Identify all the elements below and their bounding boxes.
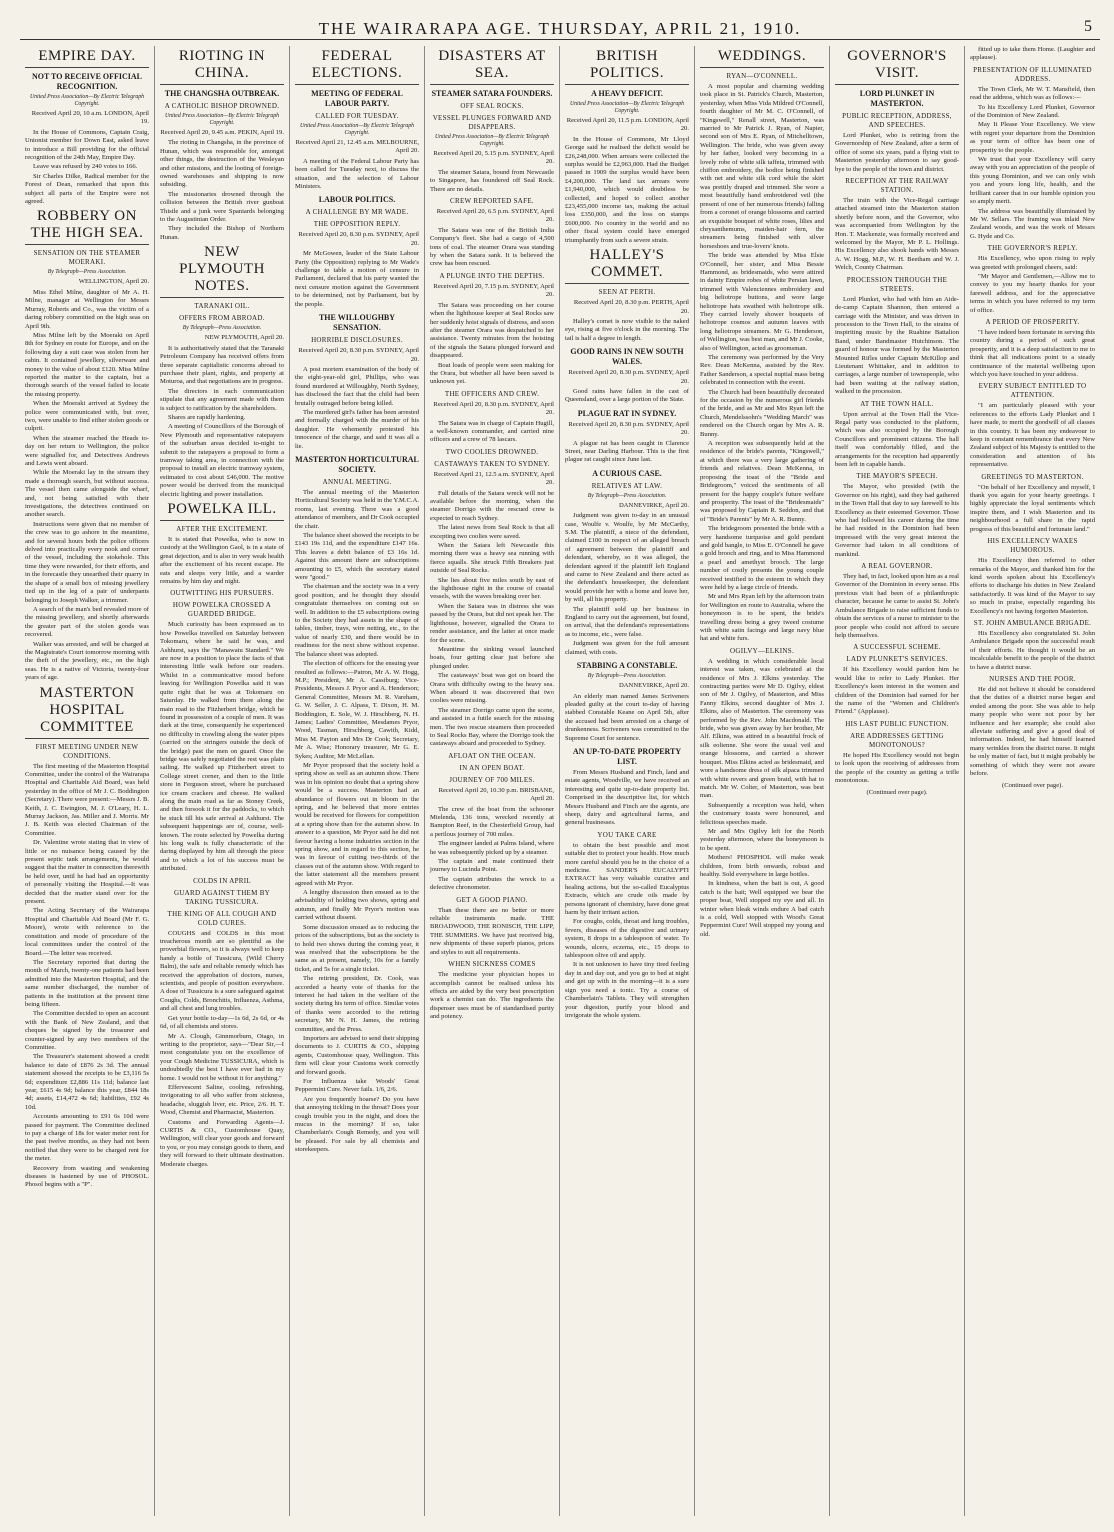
- paragraph: The missionaries drowned through the collision between the British river gunboat Thistle and a junk were Spaniards belonging to the Augustinian Order.: [160, 190, 284, 224]
- section-heading: LADY PLUNKET'S SERVICES.: [846, 655, 948, 664]
- section-heading: RECEPTION AT THE RAILWAY STATION.: [845, 177, 949, 195]
- paragraph: Boat loads of people were seen making for the Orara, but whether all have been saved is unknown yet.: [430, 361, 554, 386]
- section-heading: HORRIBLE DISCLOSURES.: [311, 336, 403, 345]
- paragraph: A post mortem examination of the body of the eight-year-old girl, Phillips, who was found murdered at Willoughby, North Sydney, has disclosed the fact that the child had been brutally outraged before being killed.: [295, 365, 419, 407]
- section-heading: FIRST MEETING UNDER NEW CONDITIONS.: [35, 742, 139, 760]
- paragraph: A search of the man's bed revealed more of the missing jewellery, and shortly afterwards the greater part of the stolen goods was recovered.: [25, 605, 149, 639]
- dateline: Received April 20, 8.30 p.m. SYDNEY, April 20.: [568, 420, 689, 437]
- section-heading: YOU TAKE CARE: [597, 830, 657, 839]
- paragraph: A meeting of the Federal Labour Party has been called for Tuesday next, to discuss the situation, and the selection of Labour Ministers.: [295, 157, 419, 191]
- paragraph: A meeting of Councillors of the Borough of New Plymouth and representative ratepayers of the suburban areas decided to-night to submit to the ratepayers a proposal to form a tramway taking area, in connection with the proposal to install an electric tramway system, estimated to cost about £46,000. The motive power would be derived from the municipal electric lighting and power installation.: [160, 423, 284, 498]
- section-heading: THE OPPOSITION REPLY.: [313, 220, 401, 229]
- subheadline: LABOUR POLITICS.: [318, 195, 396, 205]
- paragraph: We trust that your Excellency will carry away with you an appreciation of the people of this young Dominion, and we can only wish you and yours long life, health, and the brilliant career that in our humble opinion you so amply merit.: [970, 156, 1095, 206]
- section-heading: ARE ADDRESSES GETTING MONOTONOUS?: [850, 731, 944, 749]
- dateline: WELLINGTON, April 20.: [78, 278, 149, 286]
- paragraph: Full details of the Satara wreck will not be available before the morning, when the steamer Dorrigo with the rescued crew is expected to reach Sydney.: [430, 489, 554, 522]
- dateline: DANNEVIRKE, April 20.: [619, 501, 689, 509]
- headline: DISASTERS AT SEA.: [430, 48, 554, 85]
- headline: MASTERTON HOSPITAL COMMITTEE: [25, 685, 149, 739]
- wire-credit: By Telegraph—Press Association.: [587, 492, 667, 499]
- dateline: NEW PLYMOUTH, April 20.: [204, 334, 284, 342]
- paragraph: Instructions were given that no member of the crew was to go ashore in the meantime, and for several hours both the police officers delved into practically every nook and corner of the vessel, including the stokehole. This time they were rewarded, for their efforts, and in the forecastle they unearthed their quarry in the shape of a small box of missing jewellery tied up in the leg of a pair of underpants belonging to Joseph Walker, a trimmer.: [25, 520, 149, 604]
- paragraph: The bride was attended by Miss Elsie O'Connell, her sister, and Miss Bessie Hammond, as bridesmaids, who were attired in dainty Empire robes of white Persian lawn, trimmed with Valenciennes embroidery and big heliotrope buttons, and wore large heliotrope hats swathed with heliotrope silk. They carried lovely shower bouquets of heliotrope cosmos and autumn leaves with long heliotrope streamers. Mr G. Henderson, of Wellington, was best man, and Mr J. Cooke, also of Wellington, acted as groomsman.: [700, 252, 824, 352]
- paragraph: COUGHS and COLDS in this most treacherous month are so plentiful as the proverbial flowers, so it is always well to keep handy a bottle of Tussicura, (Wild Cherry Balm), the safe and reliable remedy which has received the approbation of doctors, nurses, scientists, and people of position everywhere. A dose of Tussicura is a sure safeguard against Coughs, Colds, Bronchitis, Influenza, Asthma, and all chest and lung troubles.: [160, 929, 284, 1013]
- paragraph: Judgment was given to-day in an unusual case, Woulfe v. Woulfe, by Mr McCarthy, S.M. The plaintiff, a niece of the defendant, claimed £100 in respect of an alleged breach of agreement between the plaintiff and defendant, whereby, so it was alleged, the defendant agreed if the plaintiff left England and came to New Zealand and there acted as the defendant's housekeeper, the defendant would provide her with a home and leave her, by will, all his property.: [565, 512, 689, 604]
- paragraph: Accounts amounting to £91 6s 10d were passed for payment. The Committee declined to pay a charge of 18s for water meter rent for the past twelve months, as they had not been notified that they were to be charged rent for the meter.: [25, 1113, 149, 1163]
- subheadline: STABBING A CONSTABLE.: [576, 661, 678, 671]
- section-heading: OFFERS FROM ABROAD.: [179, 314, 265, 323]
- dateline: Received April 20, 11.5 p.m. LONDON, April 20.: [566, 117, 689, 133]
- section-heading: ANNUAL MEETING.: [322, 477, 392, 486]
- paragraph: The balance sheet showed the receipts to be £143 19s 11d, and the expenditure £147 16s. This leaves a debit balance of £3 16s 1d. Against this amount there are subscriptions amounting to £5, which the secretary stated were "good.": [295, 532, 419, 582]
- paragraph: The Church had been beautifully decorated for the occasion by the numerous girl friends of the bride, and as Mr and Mrs Ryan left the Church, Mendelssohn's "Wedding March" was rendered on the Church organ by Mrs A. R. Bunny.: [700, 388, 824, 438]
- section-heading: THE KING OF ALL COUGH AND COLD CURES.: [167, 909, 277, 927]
- headline: NEW PLYMOUTH NOTES.: [160, 244, 284, 298]
- paragraph: The Town Clerk, Mr W. T. Mansfield, then read the address, which was as follows:—: [970, 85, 1095, 102]
- section-heading: AFTER THE EXCITEMENT.: [176, 525, 268, 533]
- paragraph: Lord Plunket, who is retiring from the Governorship of New Zealand, after a term of office of some six years, paid a flying visit to Masterton yesterday afternoon to say good-bye to the people of the town and district.: [835, 132, 959, 173]
- headline: GOVERNOR'S VISIT.: [835, 48, 959, 85]
- section-heading: THE MAYOR'S SPEECH.: [856, 472, 938, 481]
- subheadline: PLAGUE RAT IN SYDNEY.: [577, 408, 677, 418]
- section-heading: OGILVY—ELKINS.: [729, 646, 795, 655]
- subheadline: A HEAVY DEFICIT.: [591, 89, 663, 98]
- paragraph: His Excellency also congratulated St. John Ambulance Brigade upon the successful result of their efforts. He thought it would be an incalculable benefit to the people of the district to have a district nurse.: [970, 629, 1095, 671]
- dateline: Received April 20, 7.15 p.m. SYDNEY, April 20.: [433, 282, 554, 299]
- dateline: Received April 20, 6.5 p.m. SYDNEY, April 20.: [436, 208, 554, 224]
- paragraph: The Treasurer's statement showed a credit balance to date of £876 2s 3d. The annual statement showed the receipts to be £3,116 5s 6d; expenditure £2,886 11s 11d; balance last year, £615 4s 9d; balance this year, £844 18s 4d; assets, £14,472 4s 6d; liabilities, £92 4s 10d.: [25, 1053, 149, 1111]
- paragraph: Miss Milne left by the Moeraki on April 8th for Sydney en route for Europe, and on the following day a suit case was stolen from her cabin. It contained jewellery, silverware and money to the value of about £120. Miss Milne reported the matter to the captain, but a thorough search of the vessel failed to locate the missing property.: [25, 331, 149, 398]
- section-heading: GET A GOOD PIANO.: [456, 895, 528, 904]
- section-heading: EVERY SUBJECT ENTITLED TO ATTENTION.: [978, 382, 1087, 400]
- dateline: DANNEVIRKE, April 20.: [619, 682, 689, 690]
- paragraph: The murdered girl's father has been arrested and formally charged with the murder of his daughter. He vehemently protested his innocence of the charge, and said it was all a lie.: [295, 408, 419, 450]
- paragraph: It is not unknown to have tiny tired feeling day in and day out, and you go to bed at night and get up with in the morning—it is a sure sign you need a tonic. Try a course of Chamberlain's Tablets. They will strengthen your digestion, purify your blood and invigorate the whole system.: [565, 961, 689, 1019]
- paragraph: An elderly man named James Scriveners pleaded guilty at the court to-day of having stabbed Constable Keane on April 5th, after the accused had been arrested on a charge of drunkenness. Scriveners was committed to the Supreme Court for sentence.: [565, 692, 689, 742]
- section-heading: RELATIVES AT LAW.: [591, 481, 663, 490]
- headline: FEDERAL ELECTIONS.: [295, 48, 419, 85]
- paragraph: The election of officers for the ensuing year resulted as follows:—Patron, Mr A. W. Hogg, M.P.; President, Mr A. Cassiburg; Vice-Presidents, Messrs J. Pryor and A. Henderson; General Committee, Messrs M. R. Vareham, G. W. Seller, J. C. Alpass, T. Dixon, H. M. Boddington, E. Sole, W. J. Hirschberg, N. H. James; Ladies' Committee, Mesdames Pryor, Wood, Tasman, Hirschberg, Cawith, Kidd, Miss M. Payton and Mrs Dr Cook; Secretary, Mr A. Wise; Honorary treasurer, Mr G. E. Sykes; Auditor, Mr McLellan.: [295, 660, 419, 760]
- column-4: [425, 46, 560, 1516]
- paragraph: The castaways' boat was got on board the Orara with difficulty owing to the heavy sea. When aboard it was discovered that two coolies were missing.: [430, 672, 554, 705]
- paragraph: Mr and Mrs Ryan left by the afternoon train for Wellington en route to Australia, where the honeymoon is to be spent, the bride's travelling dress being a grey tweed costume with white satin facings and large navy blue hat and white furs.: [700, 593, 824, 643]
- paragraph: For Influenza take Woods' Great Peppermint Cure. Never fails. 1/6, 2/6.: [295, 1078, 419, 1094]
- paragraph: When the steamer reached the Heads to-day on her return to Wellington, the police were signalled for, and Detectives Andrews and Lewis went aboard.: [25, 434, 149, 467]
- section-heading: A PLUNGE INTO THE DEPTHS.: [439, 271, 545, 280]
- paragraph: If his Excellency would pardon him he would like to refer to Lady Plunket. Her Excellency's keen interest in the women and children of the Dominion had earned for her the name of the "Women and Children's Friend." (Applause).: [835, 666, 959, 716]
- paragraph: Subsequently a reception was held, when the customary toasts were honoured, and felicitous speeches made.: [700, 801, 824, 826]
- paragraph: In kindness, when the bait is out, A good catch is the bait; Well equipped we bear the proper boat, Well stopped my eye and all. In winter when bleak winds endure A bad catch is a cold, Well stopped with Wood's Great Peppermint Cure! Well stopped my young and old.: [700, 880, 824, 938]
- paragraph: When the Moeraki arrived at Sydney the police were communicated with, but over, two, were unable to find either stolen goods or culprit.: [25, 400, 149, 433]
- paragraph: The train with the Vice-Regal carriage attached steamed into the Masterton station shortly before noon, and the Governor, who was accompanied from Wellington by the Hon. T. Mackenzie, was formally received and welcomed by the Mayor, Mr P. L. Hollings. His Excellency also shook hands with Messrs A. W. Hogg, M.P., W. H. Beetham and W. J. Welch, County Chairman.: [835, 197, 959, 272]
- paragraph: Halley's comet is now visible to the naked eye, rising at five o'clock in the morning. The tail is half a degree in length.: [565, 317, 689, 342]
- section-heading: NURSES AND THE POOR.: [989, 674, 1076, 683]
- headline: POWELKA ILL.: [160, 501, 284, 521]
- wire-credit: By Telegraph—Press Association.: [587, 673, 667, 680]
- section-heading: VESSEL PLUNGES FORWARD AND DISAPPEARS.: [432, 114, 552, 131]
- paragraph: The ceremony was performed by the Very Rev. Dean McKenna, assisted by the Rev. Father Sanderson, a special nuptial mass being celebrated in connection with the event.: [700, 354, 824, 387]
- paragraph: fitted up to take them Home. (Laughter and applause).: [970, 46, 1095, 62]
- paragraph: The Satara was one of the British India Company's fleet. She had a cargo of 4,500 tons of coal. The steamer Orara was standing by when the Satara sank. It is believed the crew has been rescued.: [430, 226, 554, 268]
- paragraph: Mr McGowen, leader of the State Labour Party (the Opposition) replying to Mr Wade's challenge to table a motion of censure in Parliament, declared that his party wanted the next censure motion against the Government to be determined, not by Parliament, but by the people.: [295, 250, 419, 308]
- wire-credit: United Press Association—By Electric Telegraph Copyright.: [164, 113, 280, 126]
- dateline: Received April 21, 12.45 a.m. MELBOURNE, April 20.: [295, 139, 419, 155]
- paragraph: Than these there are no better or more reliable instruments made. THE BROADWOOD, THE RONISCH, THE LIPP, THE SUMMERS. We have just received big, new shipments of these superb pianos, prices and styles to suit all requirements.: [430, 906, 554, 956]
- newspaper-title: THE WAIRARAPA AGE. THURSDAY, APRIL 21, 1910.: [318, 18, 802, 38]
- section-heading: A CATHOLIC BISHOP DROWNED.: [164, 102, 280, 110]
- paragraph: The captain and mate continued their journey to Lucinda Point.: [430, 858, 554, 874]
- headline: HALLEY'S COMMET.: [565, 247, 689, 284]
- dateline: Received April 20, 8.30 p.m. SYDNEY, April 20.: [568, 369, 689, 385]
- paragraph: Dr. Valentine wrote stating that in view of little or no nuisance being caused by the present septic tank arrangements, he would suggest that the matter in connection therewith be held over, until he had had an opportunity of personally visiting the Hospital.—It was decided that the matter stand over for the present.: [25, 839, 149, 906]
- headline: WEDDINGS.: [700, 48, 824, 68]
- paragraph: Are you frequently hoarse? Do you have that annoying tickling in the throat? Does your cough trouble you in the night, and does the mucus in the morning? If so, take Chamberlain's Cough Remedy, and you will be pleased. For sale by all chemists and storekeepers.: [295, 1095, 419, 1154]
- dateline: Received April 20, 10 a.m. LONDON, April 19.: [31, 110, 149, 126]
- column-1: [20, 46, 155, 1516]
- paragraph: It is stated that Powelka, who is now in custody at the Wellington Gaol, is in a state of great dejection, and is also in very weak health after the excitement of his recent escape. He eats and sleeps very little, and a warder remains by him day and night.: [160, 536, 284, 586]
- subheadline: MASTERTON HORTICULTURAL SOCIETY.: [295, 454, 419, 474]
- paragraph: Miss Ethel Milne, daughter of Mr A. H. Milne, manager at Wellington for Messrs Murray, Roberts and Co., was the victim of a daring robbery committed on the high seas on April 9th.: [25, 288, 149, 330]
- paragraph: The rioting in Changsha, in the province of Hunan, which was responsible for, amongst other things, the destruction of the Wesleyan and other missions, and the looting of foreign-owned warehouses and shipping is now subsiding.: [160, 139, 284, 189]
- section-heading: CASTAWAYS TAKEN TO SYDNEY.: [434, 459, 550, 468]
- paragraph: The latest news from Seal Rock is that all excepting two coolies were saved.: [430, 524, 554, 540]
- section-heading: AT THE TOWN HALL.: [860, 399, 934, 408]
- paragraph: The crew of the boat from the schooner Mielenda, 136 tons, wrecked recently at Bampton Reef, in the Chesterfield Group, had a perilous journey of 700 miles.: [430, 805, 554, 838]
- section-heading: COLDS IN APRIL: [193, 876, 251, 885]
- dateline: Received April 20, 5.15 p.m. SYDNEY, April 20.: [433, 150, 554, 166]
- paragraph: Some discussion ensued as to reducing the prices of the subscriptions, but as the society is to hold two shows during the coming year, it was resolved that the subscriptions be the same as at present, namely, 10s for a family ticket, and 5s for a single ticket.: [295, 923, 419, 973]
- paragraph: "I am particularly pleased with your references to the efforts Lady Plunket and I have made, to merit the goodwill of all classes in this country. It has been my endeavour to keep in constant remembrance that every New Zealand subject of his Majesty is entitled to the consideration and attention of his representative.: [970, 402, 1095, 469]
- paragraph: The Committee decided to open an account with the Bank of New Zealand, and that cheques be signed by the treasurer and counter-signed by any two members of the Committee.: [25, 1010, 149, 1051]
- paragraph: In the House of Commons, Mr Lloyd George said he realised the deficit would be £26,248,000. When arrears were collected the surplus would be £2,963,000. Had the Budget passed in 1909 the surplus would have been £4,200,000. The land tax arrears were £1,940,000, which would doubtless be collected, and hoped to collect another £23,455,000 income tax, making the actual loss £350,000, and the loss on stamps £600,000. No country in the world and no other fiscal system could have emerged triumphantly from such a severe strain.: [565, 135, 689, 244]
- section-heading: A PERIOD OF PROSPERITY.: [985, 317, 1080, 326]
- paragraph: The Satara was proceeding on her course when the lighthouse keeper at Seal Rocks saw her suddenly hoist signals of distress, and soon after the steamer Orara was despatched to her assistance. Twenty minutes from the hoisting of the signals the Satara plunged forward and disappeared.: [430, 301, 554, 360]
- paragraph: The first meeting of the Masterton Hospital Committee, under the control of the Wairarapa Hospital and Charitable Aid Board, was held yesterday in the office of Mr J. C. Boddington (Secretary). There were present:—Messrs J. B. Keith, J. C. Ewington, M. J. O'Leary, H. L. Murray Jackson, Jas. Miller and J. Morris. Mr J. B. Keith was elected Chairman of the Committee.: [25, 762, 149, 837]
- paragraph: He hoped His Excellency would not begin to look upon the receiving of addresses from the people of the country as getting a trifle monotonous.: [835, 751, 959, 784]
- section-heading: AFLOAT ON THE OCEAN.: [448, 751, 536, 760]
- section-heading: A REAL GOVERNOR.: [861, 562, 933, 571]
- headline: BRITISH POLITICS.: [565, 48, 689, 85]
- paragraph: She lies about five miles south by east of the lighthouse right in the course of coastal vessels, with the waves breaking over her.: [430, 576, 554, 601]
- paragraph: Mr and Mrs Ogilvy left for the North yesterday afternoon, where the honeymoon is to be spent.: [700, 827, 824, 852]
- section-heading: SENSATION ON THE STEAMER MOERAKI.: [33, 249, 141, 267]
- paragraph: "Mr Mayor and Gentlemen,—Allow me to convey to you my hearty thanks for your farewell address, and for the appreciative terms in which you have referred to my term of office.: [970, 272, 1095, 314]
- paragraph: A most popular and charming wedding took place in St. Patrick's Church, Masterton, yesterday, when Miss Vida Mildred O'Connell, fourth daughter of Mr M. C. O'Connell, of "Kingswell," Renall street, Masterton, was married to Mr Patrick J. Ryan, of Napier, second son of Mrs E. Ryan, of Mitchelltown, Wellington. The bride, who was given away by her father, looked very becoming in a lovely robe of white silk taffeta, trimmed with chiffon embroidery, the bodice being finished with net and white silk cord while the skirt was prettily draped and trimmed. She wore a most beautifully hand embroidered veil (the present of one of her numerous friends) falling from a coronet of orange blossoms and carried an exquisite bouquet of white roses, lilies and chrysanthemums, maiden-hair fern, the streamers being finished with silver horseshoes and true-lovers' knots.: [700, 83, 824, 250]
- article-columns: [20, 46, 1100, 1516]
- paragraph: The Acting Secretary of the Wairarapa Hospital and Charitable Aid Board (Mr F. G. Moore), wrote with reference to the constitution and mode of procedure of the local committees under the control of the Board.—The letter was received.: [25, 907, 149, 957]
- paragraph: The captain attributes the wreck to a defective chronometer.: [430, 875, 554, 892]
- subheadline: NOT TO RECEIVE OFFICIAL RECOGNITION.: [31, 72, 143, 91]
- section-heading: A CHALLENGE BY MR WADE.: [305, 208, 409, 217]
- subheadline: LORD PLUNKET IN MASTERTON.: [859, 89, 935, 108]
- column-6: [695, 46, 830, 1516]
- paragraph: It is authoritatively stated that the Taranaki Petroleum Company has received offers from three separate capitalistic concerns abroad to purchase their plant, rights, and property at Moturoa, and that negotiations are in progress.: [160, 344, 284, 386]
- section-heading: OFF SEAL ROCKS.: [460, 102, 524, 110]
- paragraph: to obtain the best possible and most suitable diet to protect your health. How much more careful should you be in the choice of a medicine. SANDER'S EUCALYPTI EXTRACT has very valuable curative and healing actions, but the so-called Eucalyptus Extracts, which are crude oils made by persons ignorant of chemistry, have done great harm by their irritant action.: [565, 841, 689, 917]
- paragraph: A plague rat has been caught in Clarence Street, near Darling Harbour. This is the first plague rat caught since June last.: [565, 439, 689, 464]
- paragraph: The engineer landed at Palms Island, where he was subsequently picked up by a steamer.: [430, 840, 554, 856]
- section-heading: GUARD AGAINST THEM BY TAKING TUSSICURA.: [173, 888, 271, 906]
- dateline: Received April 20, 8.30 p.m. SYDNEY, April 20.: [298, 347, 419, 363]
- paragraph: Mr Pryor proposed that the society hold a spring show as well as an autumn show. There was in his opinion no doubt that a spring show would be a success. Masterton had an abundance of flowers out in bloom in the spring, and he believed that more entries would be received for flowers for competition at a spring show than for the autumn show. In answer to a question, Mr Pryor said he did not favour having a home industries section in the spring show, and in regard to this section, he was in favour of cutting two-thirds of the classes out of the autumn show. With regard to the latter statement all the members present agreed with Mr Pryor.: [295, 761, 419, 887]
- subheadline: MEETING OF FEDERAL LABOUR PARTY.: [311, 89, 403, 108]
- dateline: Received April 20, 10.30 p.m. BRISBANE, April 20.: [438, 786, 554, 803]
- paragraph: In the House of Commons, Captain Craig, Unionist member for Down East, asked leave to introduce a Bill providing for the official recognition of the 24th May, Empire Day.: [25, 128, 149, 162]
- paragraph: Mothers! PHOSPHOL will make weak children, from birth onwards, robust and healthy. Sold everywhere in large bottles.: [700, 854, 824, 878]
- section-heading: THE GOVERNOR'S REPLY.: [987, 244, 1078, 253]
- paragraph: Shares are rapidly hardening.: [168, 413, 246, 421]
- wire-credit: By Telegraph—Press Association.: [47, 269, 127, 276]
- paragraph: Importers are advised to send their shipping documents to J. CURTIS & CO., shipping agents, Customhouse quay, Wellington. This firm will clear your Customs work correctly and forward goods.: [295, 1034, 419, 1076]
- wire-credit: United Press Association—By Electric Telegraph Copyright.: [569, 101, 685, 114]
- paragraph: "On behalf of her Excellency and myself, I thank you again for your hearty greetings. I highly appreciate the loyal sentiments which inspire them, and I wish Masterton and its neighbourhood a full share in the rapid progress of this beautiful and fortunate land.": [970, 483, 1095, 533]
- section-heading: JOURNEY OF 700 MILES.: [449, 775, 535, 784]
- column-7: [830, 46, 965, 1516]
- paragraph: A lengthy discussion then ensued as to the advisability of holding two shows, spring and autumn, and finally Mr Pryor's motion was carried without dissent.: [295, 889, 419, 922]
- section-heading: TWO COOLIES DROWNED.: [445, 447, 539, 456]
- section-heading: OUTWITTING HIS PURSUERS.: [170, 589, 274, 598]
- section-heading: IN AN OPEN BOAT.: [459, 763, 525, 772]
- section-heading: CREW REPORTED SAFE.: [450, 197, 534, 206]
- section-heading: WHEN SICKNESS COMES: [448, 960, 536, 969]
- paragraph: Mr A. Clough, Ginnmorburn, Otago, in writing to the proprietor, says—"Dear Sir,—I most congratulate you on the excellence of your Cough Medicine TUSSICURA, which is undoubtedly the best I have ever had in my home. I would not be without it for anything.": [160, 1032, 284, 1082]
- subheadline: AN UP-TO-DATE PROPERTY LIST.: [572, 746, 682, 766]
- paragraph: To his Excellency Lord Plunket, Governor of the Dominion of New Zealand.: [970, 103, 1095, 120]
- paragraph: The Satara was in charge of Captain Hugill, a well-known commander, and carried nine officers and a crew of 78 lascars.: [430, 419, 554, 444]
- paragraph: While the Moeraki lay in the stream they made a thorough search, but without success. The vessel then came alongside the wharf, and, not being satisfied with their investigations, the detectives continued on another search.: [25, 469, 149, 519]
- section-heading: PROCESSION THROUGH THE STREETS.: [846, 275, 948, 293]
- dateline: Received April 20, 8.30 p.m. SYDNEY, April 20.: [298, 231, 419, 247]
- headline: ROBBERY ON THE HIGH SEA.: [25, 208, 149, 245]
- continued-note: (Continued over page).: [1002, 782, 1063, 790]
- paragraph: His Excellency, who upon rising to reply was greeted with prolonged cheers, said:: [970, 255, 1095, 271]
- paragraph: Get your bottle to-day—1s 6d, 2s 6d, or 4s 6d, of all chemists and stores.: [160, 1014, 284, 1031]
- headline: EMPIRE DAY.: [25, 48, 149, 68]
- wire-credit: United Press Association—By Electric Telegraph Copyright.: [434, 134, 550, 147]
- paragraph: Meantime the sinking vessel launched boats, four getting clear just before she plunged under.: [430, 645, 554, 670]
- dateline: Received April 20, 8.30 p.m. PERTH, April 20.: [573, 299, 689, 315]
- paragraph: Customs and Forwarding Agents—J. CURTIS & CO., Customhouse Quay, Wellington, will clear your goods and forward to you, or you may consign goods to them, and they will forward to their ultimate destination. Moderate charges.: [160, 1118, 284, 1168]
- section-heading: HIS EXCELLENCY WAXES HUMOROUS.: [987, 537, 1078, 555]
- paragraph: Lord Plunket, who had with him an Aide-de-camp Captain Shannon, then entered a carriage with the Minister, and was driven in procession to the Town Hall, to the strains of inspiriting music by the Ruahine Battalion Band, under Bandmaster Hutchinson. The guard of honour was formed by the Masterton Mounted Rifles under Captain McKillop and Lieutenant Whittaker, and in addition to carriages, a large number of townspeople, who had been waiting at the railway station, walked in the procession.: [835, 295, 959, 396]
- subheadline: THE WILLOUGHBY SENSATION.: [318, 313, 396, 333]
- paragraph: The Mayor, who presided (with the Governor on his right), said they had gathered in the Town Hall that day to say farewell to his Excellency as their esteemed Governor. Those who had followed his career during the time he had resided in the Dominion had been impressed with the very great interest the Governor had taken in all conditions of mankind.: [835, 483, 959, 558]
- paragraph: The bridegroom presented the bride with a very handsome turquoise and gold pendant and gold bangle, to Miss E. O'Connell he gave a gold brooch and ring, and to Miss Hammond a pearl and amethyst brooch. The large number of costly presents the young couple received testified to the esteem in which they were held by a large circle of friends.: [700, 525, 824, 591]
- section-heading: HIS LAST PUBLIC FUNCTION.: [845, 719, 949, 728]
- section-heading: RYAN—O'CONNELL.: [726, 72, 798, 80]
- section-heading: PRESENTATION OF ILLUMINATED ADDRESS.: [973, 65, 1092, 83]
- paragraph: They had, in fact, looked upon him as a real Governor of the Dominion in every sense. His previous visit had been of a philanthropic character, because he came to assist St. John's Ambulance Brigade to raise sufficient funds to obtain the services of a nurse to minister to the poor people who could not afford to secure help themselves.: [835, 573, 959, 639]
- column-8: [965, 46, 1100, 1516]
- paragraph: Sir Charles Dilke, Radical member for the Forest of Dean, remarked that upon this subject all parts of the Empire were not agreed.: [25, 172, 149, 206]
- dateline: Received April 20, 8.30 p.m. SYDNEY, April 20.: [433, 400, 554, 417]
- section-heading: A SUCCESSFUL SCHEME.: [853, 643, 941, 652]
- paragraph: The annual meeting of the Masterton Horticultural Society was held in the Y.M.C.A. rooms, last evening. There was a good attendance of members, and Dr Cook occupied the chair.: [295, 488, 419, 530]
- paragraph: The directors in each communication stipulate that any agreement made with them is subject to ratification by the shareholders.: [160, 387, 284, 412]
- column-2: [155, 46, 290, 1516]
- paragraph: The Secretary reported that during the month of March, twenty-one patients had been admitted into the Masterton Hospital, and the same number discharged, the number of patients in the institution at the present time being fifteen.: [25, 958, 149, 1008]
- paragraph: His Excellency then referred to other remarks of the Mayor, and thanked him for the kind words spoken about his Excellency's efforts to discharge his duties in New Zealand satisfactorily. It was kind of the Mayor to say so much in praise, especially regarding his Excellency's not having forgotten Masterton.: [970, 557, 1095, 615]
- paragraph: Leave was refused by 240 votes to 166.: [33, 163, 138, 171]
- paragraph: A reception was subsequently held at the residence of the bride's parents, "Kingswell," at which there was a very large gathering of friends and relatives. Dean McKenna, in proposing the toast of the "Bride and Bridegroom," voiced the sentiments of all present for the happy couple's future welfare and prosperity. The toast of the "Bridesmaids" was proposed by Captain R. Seddon, and that of "Bride's Parents" by Mr A. R. Bunny.: [700, 440, 824, 523]
- paragraph: The medicine your physician hopes to accomplish cannot be realised unless his effects are aided by the very best prescription work a chemist can do. The ingredients the dispenser uses must be of standardised purity and potency.: [430, 971, 554, 1021]
- wire-credit: United Press Association—By Electric Telegraph Copyright.: [29, 94, 145, 107]
- headline: RIOTING IN CHINA.: [160, 48, 284, 85]
- subheadline: STEAMER SATARA FOUNDERS.: [431, 89, 553, 98]
- column-5: [560, 46, 695, 1516]
- paragraph: Effervescent Saline, cooling, refreshing, invigorating to all who suffer from sickness, headache, sluggish liver, etc. Price, 2/6. H. T. Wood, Chemist and Pharmacist, Masterton.: [160, 1083, 284, 1117]
- page-number: 5: [1084, 18, 1094, 35]
- wire-credit: United Press Association—By Electric Telegraph Copyright.: [299, 123, 415, 136]
- section-heading: SEEN AT PERTH.: [598, 288, 656, 297]
- paragraph: A wedding in which considerable local interest was taken, was celebrated at the residence of Mrs J. Elkins yesterday. The contracting parties were Mr D. Ogilvy, eldest son of Mr J. Ogilvy, of Masterton, and Miss Fanny Elkins, second daughter of Mrs J. Elkins, also of Masterton. The ceremony was performed by the Rev. John Macdonald. The bride, who was given away by her brother, Mr Alf. Elkins, was attired in a beautiful frock of silk eolienne. She wore the usual veil and orange blossoms, and carried a shower bouquet. Miss Elkins acted as bridesmaid, and wore a handsome dress of silk alpaca trimmed with white revers and green braid, with hat to match. Mr W. Colter, of Masterton, was best man.: [700, 657, 824, 800]
- paragraph: May It Please Your Excellency. We view with regret your departure from the Dominion as your term of office has been one of prosperity to the people.: [970, 121, 1095, 154]
- paragraph: "I have indeed been fortunate in serving this country during a period of such great prosperity, and it is a deep satisfaction to me to think that all indications point to a steady continuance of the material wellbeing upon which you have touched in your address.: [970, 328, 1095, 378]
- subheadline: GOOD RAINS IN NEW SOUTH WALES.: [570, 347, 684, 367]
- masthead: [20, 18, 1100, 40]
- paragraph: The chairman and the society was in a very good position, and he thought they should congratulate themselves on coming out so well. In addition to the £5 subscriptions owing to the Society they had assets in the shape of tables, timber, trays, wire netting, etc., to the value of nearly £30, and there would be in readiness for the next show without expense. The balance sheet was adopted.: [295, 583, 419, 658]
- paragraph: Judgment was given for the full amount claimed, with costs.: [565, 640, 689, 656]
- paragraph: The steamer Satara, bound from Newcastle to Singapore, has foundered off Seal Rock. There are no details.: [430, 168, 554, 193]
- section-heading: PUBLIC RECEPTION, ADDRESS, AND SPEECHES.: [842, 112, 952, 129]
- paragraph: When the Satara left Newcastle this morning there was a heavy sea running with fierce squalls. She struck Fifth Breakers just outside of Seal Rocks.: [430, 542, 554, 575]
- subheadline: A CURIOUS CASE.: [592, 468, 662, 478]
- section-heading: TARANAKI OIL.: [194, 302, 250, 311]
- dateline: Received April 20, 9.45 a.m. PEKIN, April 19.: [160, 129, 284, 136]
- section-heading: GREETINGS TO MASTERTON.: [981, 472, 1084, 481]
- section-heading: THE OFFICERS AND CREW.: [444, 389, 540, 398]
- section-heading: CALLED FOR TUESDAY.: [315, 112, 399, 120]
- wire-credit: By Telegraph—Press Association.: [182, 325, 262, 332]
- paragraph: Good rains have fallen in the cast of Queensland, over a large portion of the State.: [565, 387, 689, 404]
- paragraph: Upon arrival at the Town Hall the Vice-Regal party was conducted to the platform, which was also occupied by the Borough Councillors and prominent citizens. The hall itself was comfortably filled, and the arrangements for the reception had apparently been left in capable hands.: [835, 410, 959, 468]
- paragraph: They included the Bishop of Northern Hunan.: [160, 225, 284, 241]
- paragraph: From Messrs Husband and Finch, land and estate agents, Woodville, we have received an interesting and quite up-to-date property list. Comprised in the descriptive list, for which Messrs Husband and Finch are the agents, are sheep, dairy and agricultural farms, and general businesses.: [565, 768, 689, 827]
- section-heading: ST. JOHN AMBULANCE BRIGADE.: [973, 618, 1092, 627]
- continued-note: (Continued over page).: [866, 789, 928, 797]
- paragraph: Much curiosity has been expressed as to how Powelka travelled on Saturday between Tokomaru, where he said he was, and Ashhurst, says the "Manawatu Standard." We are now in a position to place the facts of that interesting little walk before our readers. Whilst in a communicative mood before leaving for Wellington Powelka said it was quite right that he was at Tokomaru on Saturday. He walked from there along the main road to the Fitzherbert bridge, which he found in possession of a couple of men. It was dark at the time, consequently he experienced no difficulty in crawling along the water pipes (carried on the stringers outside the deck of the bridge) past the men on guard. Once the bridge was safely negotiated the rest was plain sailing. He walked up Fitzherbert street to College street corner, and then to the little store in Ferguson street, where he purchased ice cream crackers and cheese. He walked along the main road as far as Stoney Creek, and then forsook it for the paddocks, to which he stuck till his safe arrival at Ashhurst. The subsequent happenings are of, course, well-known. The route selected by Powelka during his long walk is fully characteristic of the daring displayed by him all through the piece and to which a lot of his success must be attributed.: [160, 621, 284, 873]
- paragraph: When the Satara was in distress she was passed by the Orara, but did not speak her. The lighthouse, however, signalled the Orara to render assistance, and the latter at once made for the scene.: [430, 602, 554, 644]
- paragraph: The retiring president, Dr. Cook, was accorded a hearty vote of thanks for the interest he had taken in the welfare of the society during his term of office. Similar votes of thanks were accorded to the retiring secretary, Mr N. H. James, the retiring committee, and the Press.: [295, 975, 419, 1033]
- section-heading: HOW POWELKA CROSSED A GUARDED BRIDGE.: [172, 601, 272, 619]
- paragraph: For coughs, colds, throat and lung troubles, fevers, diseases of the digestive and urinary system, 8 drops in a tablespoon of water. To wounds, ulcers, eczema, etc., 15 drops to tablespoon olive oil and apply.: [565, 918, 689, 960]
- paragraph: Walker was arrested, and will be charged at the Magistrate's Court tomorrow morning with the theft of the jewellery, etc., on the high seas. He is a native of Victoria, twenty-four years of age.: [25, 640, 149, 682]
- paragraph: Recovery from wasting and weakening diseases is hastened by use of PHOSOL. Phosol begins with a "P".: [25, 1164, 149, 1189]
- paragraph: The plaintiff sold up her business in England to carry out the agreement, but found, on arrival, that the defendant's representations as to income, etc., were false.: [565, 605, 689, 638]
- paragraph: He did not believe it should be considered that the duties of a district nurse began and ended among the poor. She was able to help many people who were not poor by her influence and her example; she could also alleviate suffering and give a good deal of information. Indeed, he had himself learned many wrinkles from the district nurse. It might be only matter of fact, but it might probably be something of which they were not aware before.: [970, 685, 1095, 778]
- paragraph: The address was beautifully illuminated by Mr W. Sellars. The framing was inlaid New Zealand woods, and was the work of Messrs G. Hyde and Co.: [970, 207, 1095, 240]
- subheadline: THE CHANGSHA OUTBREAK.: [164, 89, 280, 98]
- paragraph: The steamer Dorrigo came upon the scene, and assisted in a futile search for the missing men. The two rescue steamers then proceeded to Seal Rocks Bay, where the Dorrigo took the castaways aboard and proceeded to Sydney.: [430, 706, 554, 748]
- column-3: [290, 46, 425, 1516]
- dateline: Received April 21, 12.5 a.m. SYDNEY, April 20.: [433, 470, 554, 487]
